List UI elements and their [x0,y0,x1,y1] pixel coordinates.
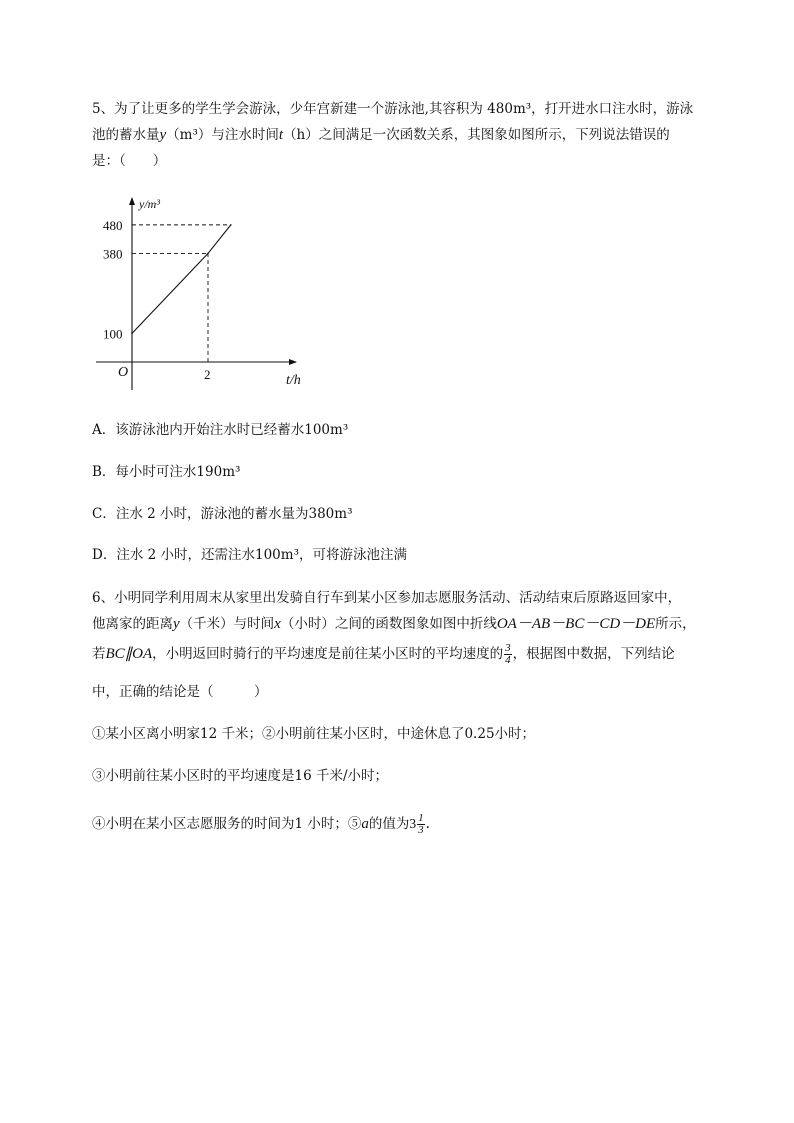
question-5-line-1: 5、为了让更多的学生学会游泳，少年宫新建一个游泳池,其容积为 480m³，打开进水口注水时，游泳 [92,101,694,117]
option-b[interactable]: B．每小时可注水190m³ [92,464,241,480]
option-d[interactable]: D．注水 2 小时，还需注水100m³，可将游泳池注满 [92,547,407,563]
y-tick-480: 480 [103,217,123,233]
option-a[interactable]: A．该游泳池内开始注水时已经蓄水100m³ [92,422,349,438]
y-tick-100: 100 [103,326,123,342]
question-6-line-1: 6、小明同学利用周末从家里出发骑自行车到某小区参加志愿服务活动、活动结束后原路返回家中， [92,590,682,606]
x-tick-2: 2 [204,367,211,382]
data-point-2 [207,253,209,255]
fraction-three-quarters: $\frac{3}{4}$ [505,642,511,666]
water-volume-chart [90,192,320,392]
y-tick-380: 380 [103,246,123,262]
series-line-water [132,225,231,334]
question-6-line-4: 中，正确的结论是（ ） [92,684,268,700]
statement-1-2: ①某小区离小明家12 千米；②小明前往某小区时，中途休息了0.25小时； [92,726,536,742]
question-5-line-2: 池的蓄水量y（m³）与注水时间t（h）之间满足一次函数关系，其图象如图所示，下列说法错误的 [92,127,670,143]
data-point-1 [131,333,133,335]
question-6-line-3: 若BC∥OA，小明返回时骑行的平均速度是前往某小区时的平均速度的 $\frac{3}{4}$ ，根据图中数据，下列结论 [92,642,675,666]
y-axis-label: y/m³ [139,197,160,211]
option-c[interactable]: C．注水 2 小时，游泳池的蓄水量为380m³ [92,506,353,522]
data-point-3 [230,224,232,226]
question-5-line-3: 是：（ ） [92,153,167,169]
x-axis-label: t/h [286,373,301,388]
question-6-line-2: 他离家的距离y（千米）与时间x（小时）之间的函数图象如图中折线OA－AB－BC－CD－DE所示， [92,616,696,632]
statement-3: ③小明前往某小区时的平均速度是16 千米/小时； [92,768,389,784]
origin-label: O [118,365,129,380]
question-5 [92,96,752,174]
statement-4-5: ④小明在某小区志愿服务的时间为1 小时；⑤a的值为3 $\frac{1}{3}$ . [92,812,430,837]
mixed-number: 3 $\frac{1}{3}$ [409,812,424,837]
